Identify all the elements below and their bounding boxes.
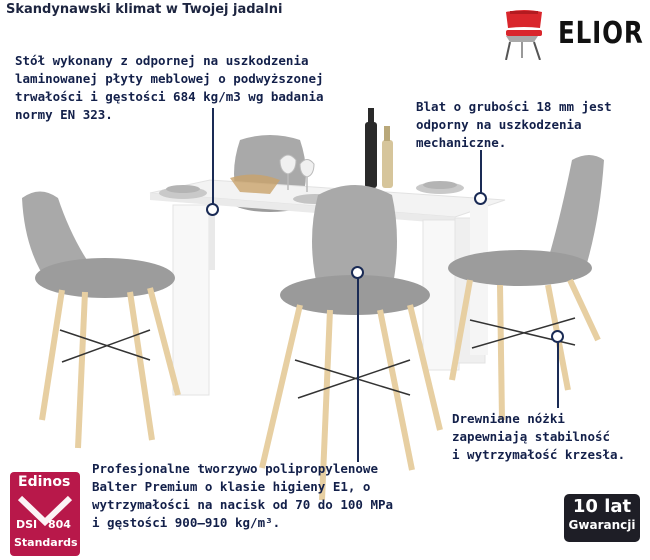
warranty-badge (564, 494, 640, 542)
warranty-years: 10 lat (572, 496, 632, 517)
callout-top-line: mechaniczne. (416, 135, 507, 150)
callout-board-pointer (212, 108, 214, 206)
callout-legs-pointer (557, 342, 559, 408)
callout-board-marker (206, 203, 219, 216)
callout-board-line: laminowanej płyty meblowej o podwyższonej (15, 71, 324, 86)
callout-top (416, 98, 612, 152)
callout-top-pointer (480, 150, 482, 196)
callout-plastic-pointer (357, 278, 359, 462)
callout-legs-line: zapewniają stabilność (452, 429, 611, 444)
callout-plastic-line: i gęstości 900–910 kg/m³. (92, 515, 281, 530)
callout-top-line: Blat o grubości 18 mm jest (416, 99, 612, 114)
edinos-dsi: DSI (16, 518, 38, 531)
callout-plastic (92, 460, 393, 532)
callout-legs (452, 410, 625, 464)
callout-top-line: odporny na uszkodzenia (416, 117, 582, 132)
chair-left (22, 192, 178, 449)
callout-top-marker (474, 192, 487, 205)
callout-board-line: trwałości i gęstości 684 kg/m3 wg badania (15, 89, 324, 104)
page-title: Skandynawski klimat w Twojej jadalni (6, 2, 283, 17)
edinos-badge (10, 472, 80, 556)
chair-front (262, 185, 440, 500)
brand-name: ELIOR (558, 16, 644, 51)
callout-plastic-line: Balter Premium o klasie higieny E1, o (92, 479, 371, 494)
callout-legs-line: Drewniane nóżki (452, 411, 565, 426)
callout-legs-line: i wytrzymałość krzesła. (452, 447, 626, 462)
warranty-label: Gwarancji (568, 518, 636, 532)
callout-board-line: Stół wykonany z odpornej na uszkodzenia (15, 53, 309, 68)
edinos-name: Edinos (18, 474, 71, 490)
callout-board (15, 52, 324, 124)
edinos-code: 804 (48, 518, 71, 531)
chair-right (448, 155, 604, 420)
callout-plastic-line: Profesjonalne tworzywo polipropylenowe (92, 461, 378, 476)
callout-plastic-line: wytrzymałości na nacisk od 70 do 100 MPa (92, 497, 394, 512)
edinos-standards: Standards (14, 536, 78, 549)
callout-board-line: normy EN 323. (15, 107, 113, 122)
